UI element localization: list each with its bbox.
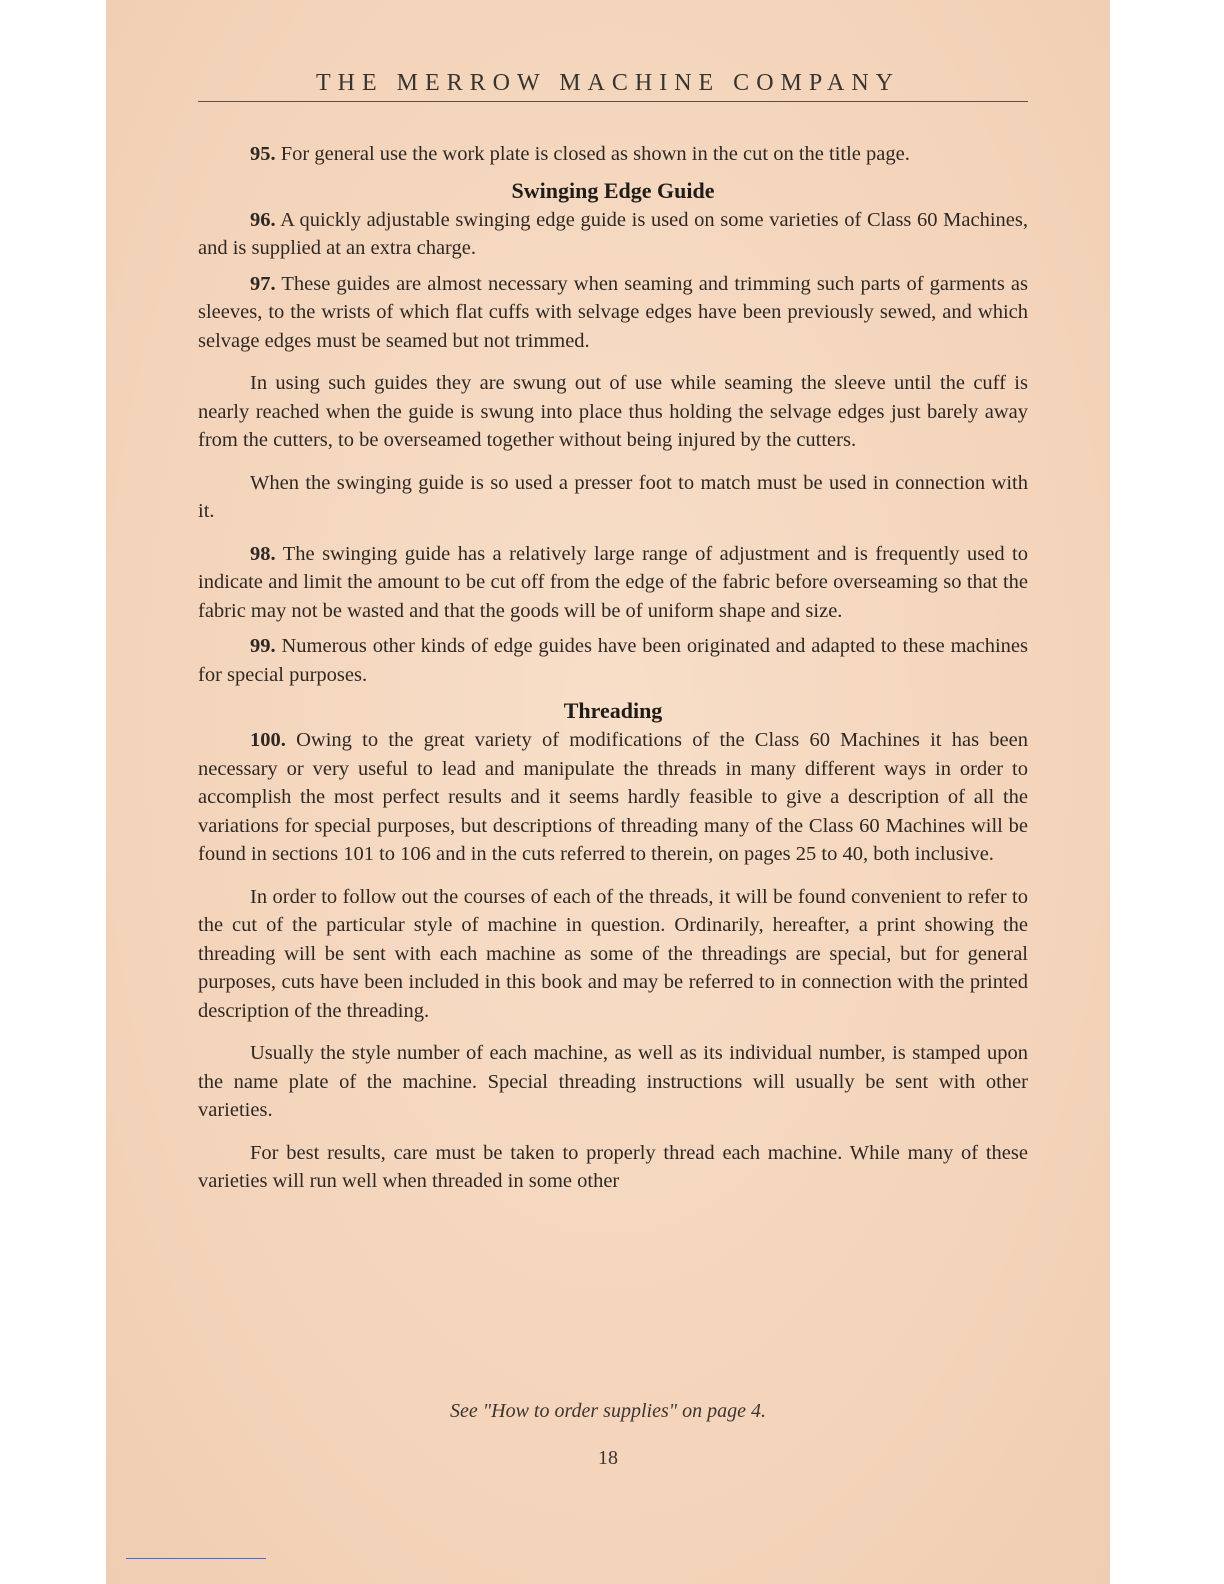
paragraph [198,1039,1028,1125]
paragraph-text: Usually the style number of each machine, as well as its individual number, is stamped upon the name plate of the machine. Special threading instructions will usually be sent with other varieties. [198,1042,1028,1121]
page-number: 18 [598,1447,618,1469]
paragraph-text: In order to follow out the courses of each of the threads, it will be found convenient to refer to the cut of the particular style of machine in question. Ordinarily, hereafter, a print showing the threading will be sent with each machine as some of the threadings are special, but for general purposes, cuts have been included in this book and may be referred to in connection with the printed description of the threading. [198,885,1028,1022]
section-number: 99. [250,635,276,657]
paragraph-text: For best results, care must be taken to properly thread each machine. While many of these varieties will run well when threaded in some other [198,1141,1028,1192]
paragraph-97 [198,270,1028,356]
paragraph [198,469,1028,526]
paragraph-text: In using such guides they are swung out of use while seaming the sleeve until the cuff is nearly reached when the guide is swung into place thus holding the selvage edges just barely away from the cutters, to be overseamed together without being injured by the cutters. [198,372,1028,451]
section-number: 98. [250,542,276,565]
section-number: 97. [250,272,276,295]
running-head: THE MERROW MACHINE COMPANY [315,70,901,96]
section-number: 95. [250,143,276,165]
paragraph-text: A quickly adjustable swinging edge guide is used on some varieties of Class 60 Machines, and is supplied at an extra charge. [198,208,1028,259]
paragraph-100 [198,726,1028,869]
paragraph-text: For general use the work plate is closed as shown in the cut on the title page. [280,143,910,165]
paragraph [198,1139,1028,1196]
paragraph-text: Owing to the great variety of modifications of the Class 60 Machines it has been necessary or very useful to lead and manipulate the threads in many different ways in order to accomplish the most perfect results and it seems hardly feasible to give a description of all the variations for special purposes, but descriptions of threading many of the Class 60 Machines will be found in sections 101 to 106 and in the cuts referred to therein, on pages 25 to 40, both inclusive. [198,729,1028,865]
book-page [106,0,1110,1584]
body-text [198,140,1028,1203]
paragraph-99 [198,632,1028,689]
scan-edge-line [126,1558,266,1559]
paragraph [198,369,1028,455]
section-number: 100. [250,729,286,751]
paragraph-text: When the swinging guide is so used a presser foot to match must be used in connection with it. [198,471,1028,522]
paragraph-text: Numerous other kinds of edge guides have been originated and adapted to these machines for special purposes. [198,635,1028,686]
paragraph-text: The swinging guide has a relatively large range of adjustment and is frequently used to indicate and limit the amount to be cut off from the edge of the fabric before overseaming so that the fabric may not be wasted and that the goods will be of uniform shape and size. [198,542,1028,622]
section-heading: Threading [563,698,663,723]
section-number: 96. [250,208,276,231]
paragraph [198,883,1028,1026]
header-rule [198,101,1028,102]
paragraph-96 [198,206,1028,263]
paragraph-98 [198,540,1028,626]
paragraph-text: These guides are almost necessary when seaming and trimming such parts of garments as sleeves, to the wrists of which flat cuffs with selvage edges have been previously sewed, and which selvage edges must be seamed but not trimmed. [198,272,1028,352]
section-heading: Swinging Edge Guide [511,177,715,203]
footer-note: See "How to order supplies" on page 4. [449,1400,767,1422]
paragraph-95 [198,140,1028,169]
